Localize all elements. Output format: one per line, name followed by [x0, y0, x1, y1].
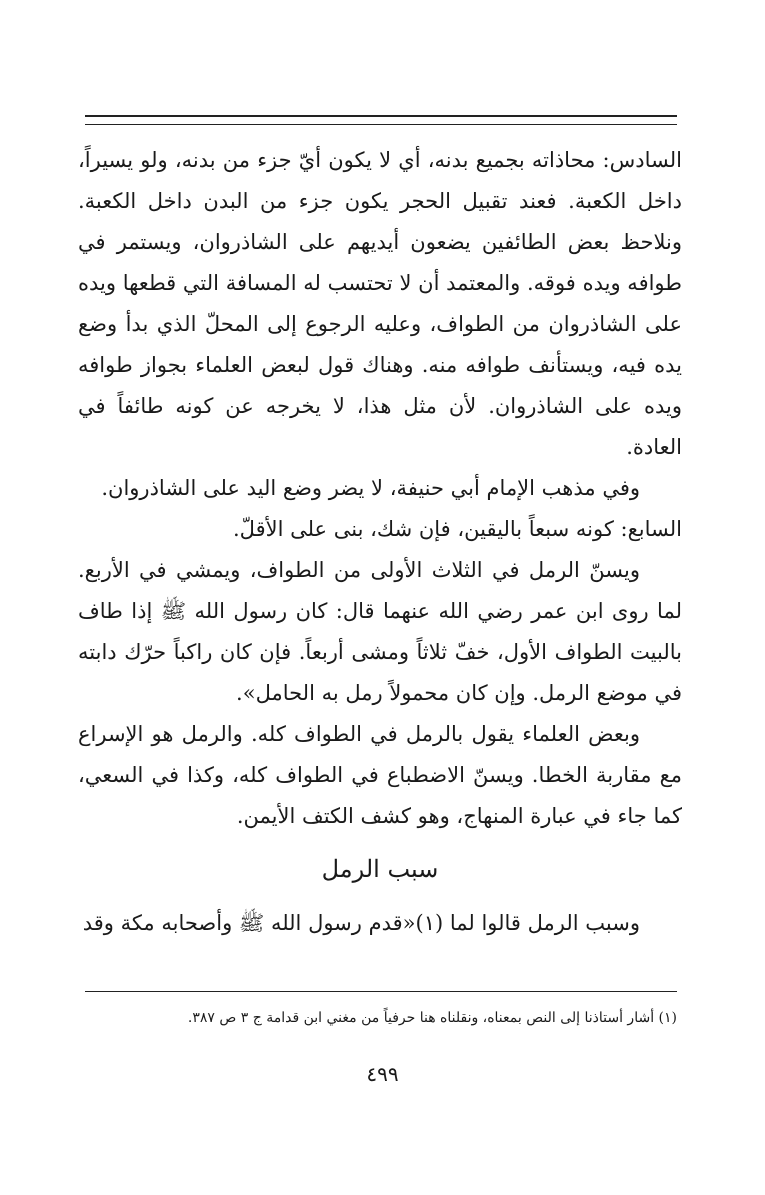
header-rule-thin — [85, 124, 677, 125]
section-heading: سبب الرمل — [321, 855, 439, 883]
main-text — [78, 140, 682, 944]
paragraph-condition-seven: السابع: كونه سبعاً باليقين، فإن شك، بنى على الأقلّ. — [232, 517, 682, 541]
footnote-rule — [85, 991, 677, 992]
page-number: ٤٩٩ — [366, 1062, 399, 1086]
header-rule-thick — [85, 115, 677, 117]
paragraph-abu-hanifa: وفي مذهب الإمام أبي حنيفة، لا يضر وضع اليد على الشاذروان. — [101, 476, 640, 500]
footnote: (١) أشار أستاذنا إلى النص بمعناه، ونقلناه هنا حرفياً من مغني ابن قدامة ج ٣ ص ٣٨٧. — [187, 1010, 677, 1026]
paragraph-raml-reason: وسبب الرمل قالوا لما (١)«قدم رسول الله ﷺ وأصحابه مكة وقد — [82, 911, 640, 935]
paragraph-condition-six: السادس: محاذاته بجميع بدنه، أي لا يكون أيّ جزء من بدنه، ولو يسيراً، داخل الكعبة. فعند تقبيل الحجر يكون جزء من البدن داخل الكعبة. ونلاحظ بعض الطائفين يضعون أيديهم على الشاذروان، ويستمر في طوافه ويده فوقه. والمعتمد أن لا تحتسب له المسافة التي قطعها ويده على الشاذروان من الطواف، وعليه الرجوع إلى المحلّ الذي بدأ وضع يده فيه، ويستأنف طوافه منه. وهناك قول لبعض العلماء بجواز طوافه ويده على الشاذروان. لأن مثل هذا، لا يخرجه عن كونه طائفاً في العادة. — [78, 148, 682, 459]
paragraph-raml-definition: وبعض العلماء يقول بالرمل في الطواف كله. والرمل هو الإسراع مع مقاربة الخطا. ويسنّ الاضطباع في الطواف كله، وكذا في السعي، كما جاء في عبارة المنهاج، وهو كشف الكتف الأيمن. — [78, 722, 682, 828]
paragraph-raml-sunnah: ويسنّ الرمل في الثلاث الأولى من الطواف، ويمشي في الأربع. لما روى ابن عمر رضي الله عنهما قال: كان رسول الله ﷺ إذا طاف بالبيت الطواف الأول، خفّ ثلاثاً ومشى أربعاً. فإن كان راكباً حرّك دابته في موضع الرمل. وإن كان محمولاً رمل به الحامل». — [78, 558, 682, 705]
